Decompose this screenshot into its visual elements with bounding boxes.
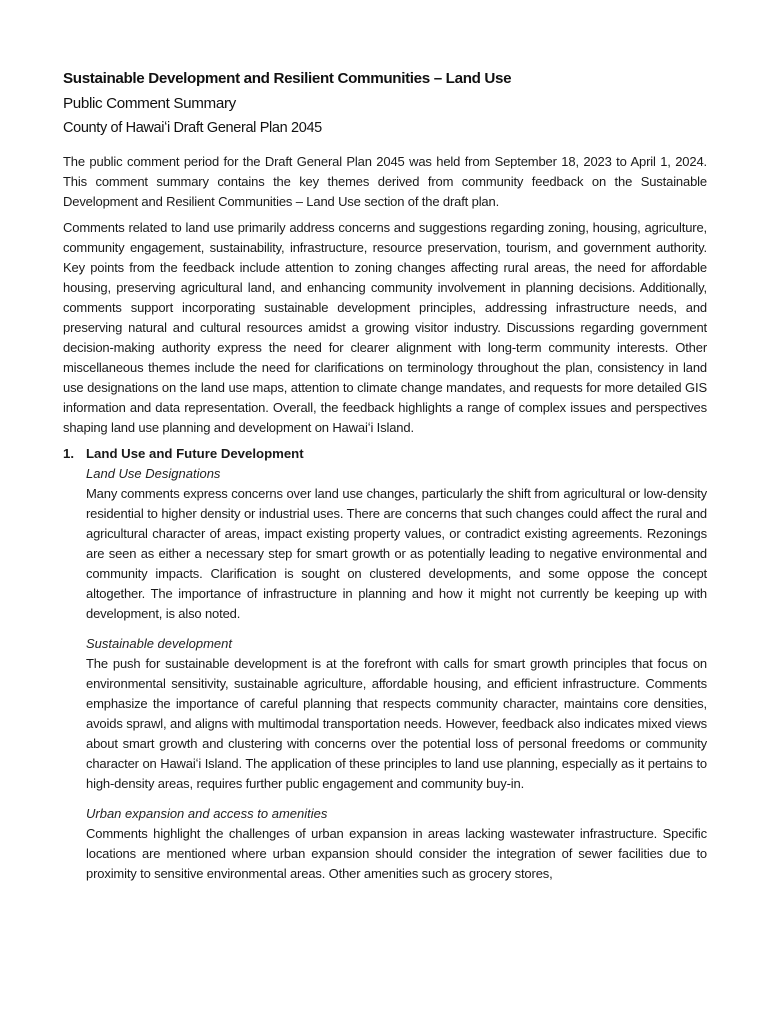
section-heading [63,444,707,464]
document-plan-name: County of Hawaiʻi Draft General Plan 2045 [63,120,322,136]
intro-paragraph-1: The public comment period for the Draft General Plan 2045 was held from September 18, 2023 to April 1, 2024. This comment summary contains the key themes derived from community feedback on the Sustainable Development and Resilient Communities – Land Use section of the draft plan. [63,154,707,209]
subsection-land-use-designations [86,464,707,624]
subsection-title: Urban expansion and access to amenities [86,806,328,821]
subsection-title: Land Use Designations [86,466,221,481]
subsection-urban-expansion [86,804,707,884]
section-body [63,464,707,884]
document-page [63,66,707,894]
subsection-text: Comments highlight the challenges of urban expansion in areas lacking wastewater infrastructure. Specific locations are mentioned where urban expansion should consider the integration of sewer facilities due to proximity to sensitive environmental areas. Other amenities such as grocery stores, [86,826,707,881]
document-subtitle: Public Comment Summary [63,95,236,112]
subsection-sustainable-development [86,634,707,794]
section-number: 1. [63,446,74,461]
subsection-text: The push for sustainable development is at the forefront with calls for smart growth principles that focus on environmental sensitivity, sustainable agriculture, affordable housing, and efficient infrastructure. Comments emphasize the importance of careful planning that respects community character, maintains core densities, avoids sprawl, and aligns with multimodal transportation needs. However, feedback also indicates mixed views about smart growth and clustering with concerns over the potential loss of personal freedoms or community character on Hawaiʻi Island. The application of these principles to land use planning, especially as it pertains to high-density areas, requires further public engagement and community buy-in. [86,656,707,791]
subsection-text: Many comments express concerns over land use changes, particularly the shift from agricultural or low-density residential to higher density or industrial uses. There are concerns that such changes could affect the rural and agricultural character of areas, impact existing property values, or contradict existing agreements. Rezonings are seen as either a necessary step for smart growth or as potentially leading to negative environmental and community impacts. Clarification is sought on clustered developments, and some oppose the concept altogether. The importance of infrastructure in planning and how it might not currently be keeping up with development, is also noted. [86,486,707,621]
document-title: Sustainable Development and Resilient Communities – Land Use [63,70,512,87]
section-title: Land Use and Future Development [86,446,304,461]
section-land-use [63,444,707,884]
intro-paragraph-2: Comments related to land use primarily address concerns and suggestions regarding zoning, housing, agriculture, community engagement, sustainability, infrastructure, resource preservation, tourism, and government authority. Key points from the feedback include attention to zoning changes affecting rural areas, the need for affordable housing, preserving agricultural land, and enhancing community involvement in planning decisions. Additionally, comments support incorporating sustainable development principles, addressing infrastructure needs, and preserving natural and cultural resources amidst a growing visitor industry. Discussions regarding government decision-making authority express the need for clearer alignment with long-term community interests. Other miscellaneous themes include the need for clarifications on terminology throughout the plan, consistency in land use designations on the land use maps, attention to climate change mandates, and requests for more detailed GIS information and data representation. Overall, the feedback highlights a range of complex issues and perspectives shaping land use planning and development on Hawaiʻi Island. [63,220,707,435]
subsection-title: Sustainable development [86,636,232,651]
